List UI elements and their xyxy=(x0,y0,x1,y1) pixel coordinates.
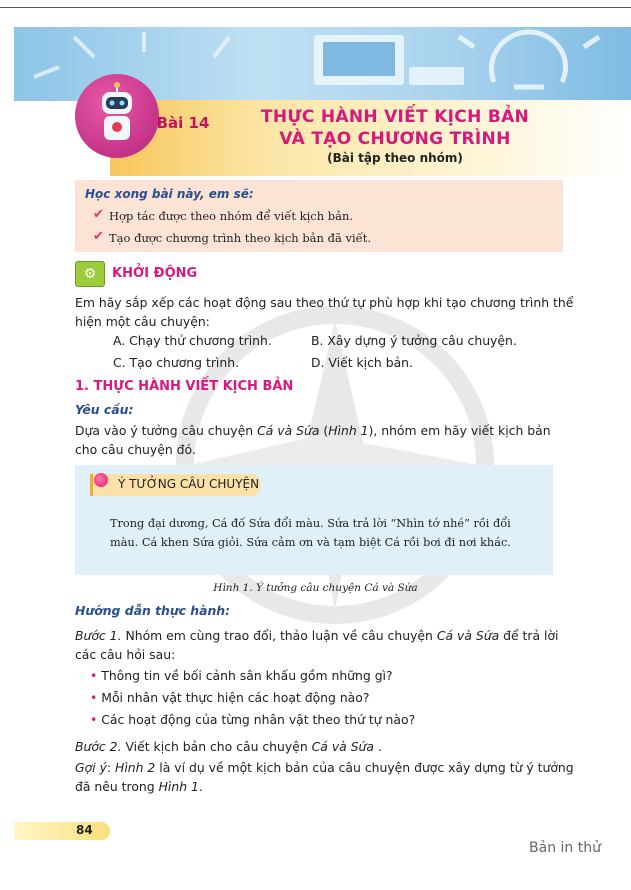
page-number: 84 xyxy=(76,823,93,837)
text-run: Nhóm em cùng trao đổi, thảo luận về câu chuyện xyxy=(121,628,437,643)
objectives-heading: Học xong bài này, em sẽ: xyxy=(85,187,254,201)
idea-text: Trong đại dương, Cá đố Sứa đổi màu. Sứa trả lời “Nhìn tớ nhé” rồi đổi màu. Cá khen Sứa giỏi. Sứa cảm ơn và tạm biệt Cá rồi bơi đi nơi khác. xyxy=(110,517,511,549)
option-d: D. Viết kịch bản. xyxy=(311,355,413,370)
bullet-icon: • xyxy=(90,690,102,705)
text-run: Viết kịch bản cho câu chuyện xyxy=(121,739,312,754)
idea-label: Ý TƯỞNG CÂU CHUYỆN xyxy=(118,477,260,491)
top-rule xyxy=(0,7,631,8)
step1-text xyxy=(75,626,575,664)
gears-icon: ⚙ xyxy=(75,261,105,287)
step-label: Bước 2. xyxy=(75,739,122,754)
text-run: ( xyxy=(319,423,329,438)
lesson-title-line1: THỰC HÀNH VIẾT KỊCH BẢN xyxy=(260,107,530,127)
objective-item: Hợp tác được theo nhóm để viết kịch bản. xyxy=(109,209,354,223)
option-c: C. Tạo chương trình. xyxy=(113,355,240,370)
lesson-subtitle: (Bài tập theo nhóm) xyxy=(327,151,463,165)
check-icon: ✔ xyxy=(93,207,104,222)
page-strip xyxy=(14,822,110,840)
text-run: : xyxy=(106,760,116,775)
requirement-text xyxy=(75,421,575,459)
text-run: để trả lời các câu hỏi sau: xyxy=(75,628,559,662)
step2-text xyxy=(75,737,575,756)
objective-item: Tạo được chương trình theo kịch bản đã viết. xyxy=(109,231,372,245)
lesson-title-line2: VÀ TẠO CHƯƠNG TRÌNH xyxy=(279,129,511,149)
option-a: A. Chạy thử chương trình. xyxy=(113,333,272,348)
warmup-text: Em hãy sắp xếp các hoạt động sau theo thứ tự phù hợp khi tạo chương trình thể hiện một câu chuyện: xyxy=(75,295,574,329)
figure-ref: Hình 2 xyxy=(115,760,156,775)
figure-ref: Hình 1 xyxy=(158,779,199,794)
figure-ref: Hình 1 xyxy=(328,423,369,438)
guide-label: Hướng dẫn thực hành: xyxy=(75,603,231,618)
figure-caption: Hình 1. Ý tưởng câu chuyện Cá và Sứa xyxy=(213,582,418,594)
text-run: là ví dụ về một kịch bản của câu chuyện được xây dựng từ ý tưởng đã nêu trong xyxy=(75,760,574,794)
pin-icon xyxy=(94,473,108,487)
story-name: Cá và Sứa xyxy=(311,739,374,754)
option-b: B. Xây dựng ý tưởng câu chuyện. xyxy=(311,333,517,348)
story-name: Cá và Sứa xyxy=(257,423,320,438)
bullet-item xyxy=(90,712,415,727)
draft-label: Bản in thử xyxy=(529,840,601,856)
story-name: Cá và Sứa xyxy=(436,628,500,643)
lesson-badge: Bài 14 xyxy=(156,114,210,132)
hint-text xyxy=(75,758,575,796)
text-run: . xyxy=(198,779,203,794)
step-label: Bước 1. xyxy=(75,628,122,643)
hint-label: Gợi ý xyxy=(75,760,107,775)
requirement-label: Yêu cầu: xyxy=(75,402,134,417)
text-run: . xyxy=(374,739,382,754)
section-title: 1. THỰC HÀNH VIẾT KỊCH BẢN xyxy=(75,379,294,394)
bullet-icon: • xyxy=(90,712,102,727)
bullet-text: Mỗi nhân vật thực hiện các hoạt động nào? xyxy=(101,690,370,705)
bullet-text: Các hoạt động của từng nhân vật theo thứ tự nào? xyxy=(101,712,416,727)
bullet-icon: • xyxy=(90,668,102,683)
warmup-title: KHỞI ĐỘNG xyxy=(112,266,198,281)
lesson-title xyxy=(240,106,550,150)
bullet-item xyxy=(90,690,369,705)
objectives-box xyxy=(75,180,563,252)
bullet-text: Thông tin về bối cảnh sân khấu gồm những gì? xyxy=(101,668,393,683)
check-icon: ✔ xyxy=(93,229,104,244)
text-run: Dựa vào ý tưởng câu chuyện xyxy=(75,423,258,438)
bullet-item xyxy=(90,668,393,683)
text-run: ), nhóm em hãy viết kịch bản cho câu chuyện đó. xyxy=(75,423,551,457)
